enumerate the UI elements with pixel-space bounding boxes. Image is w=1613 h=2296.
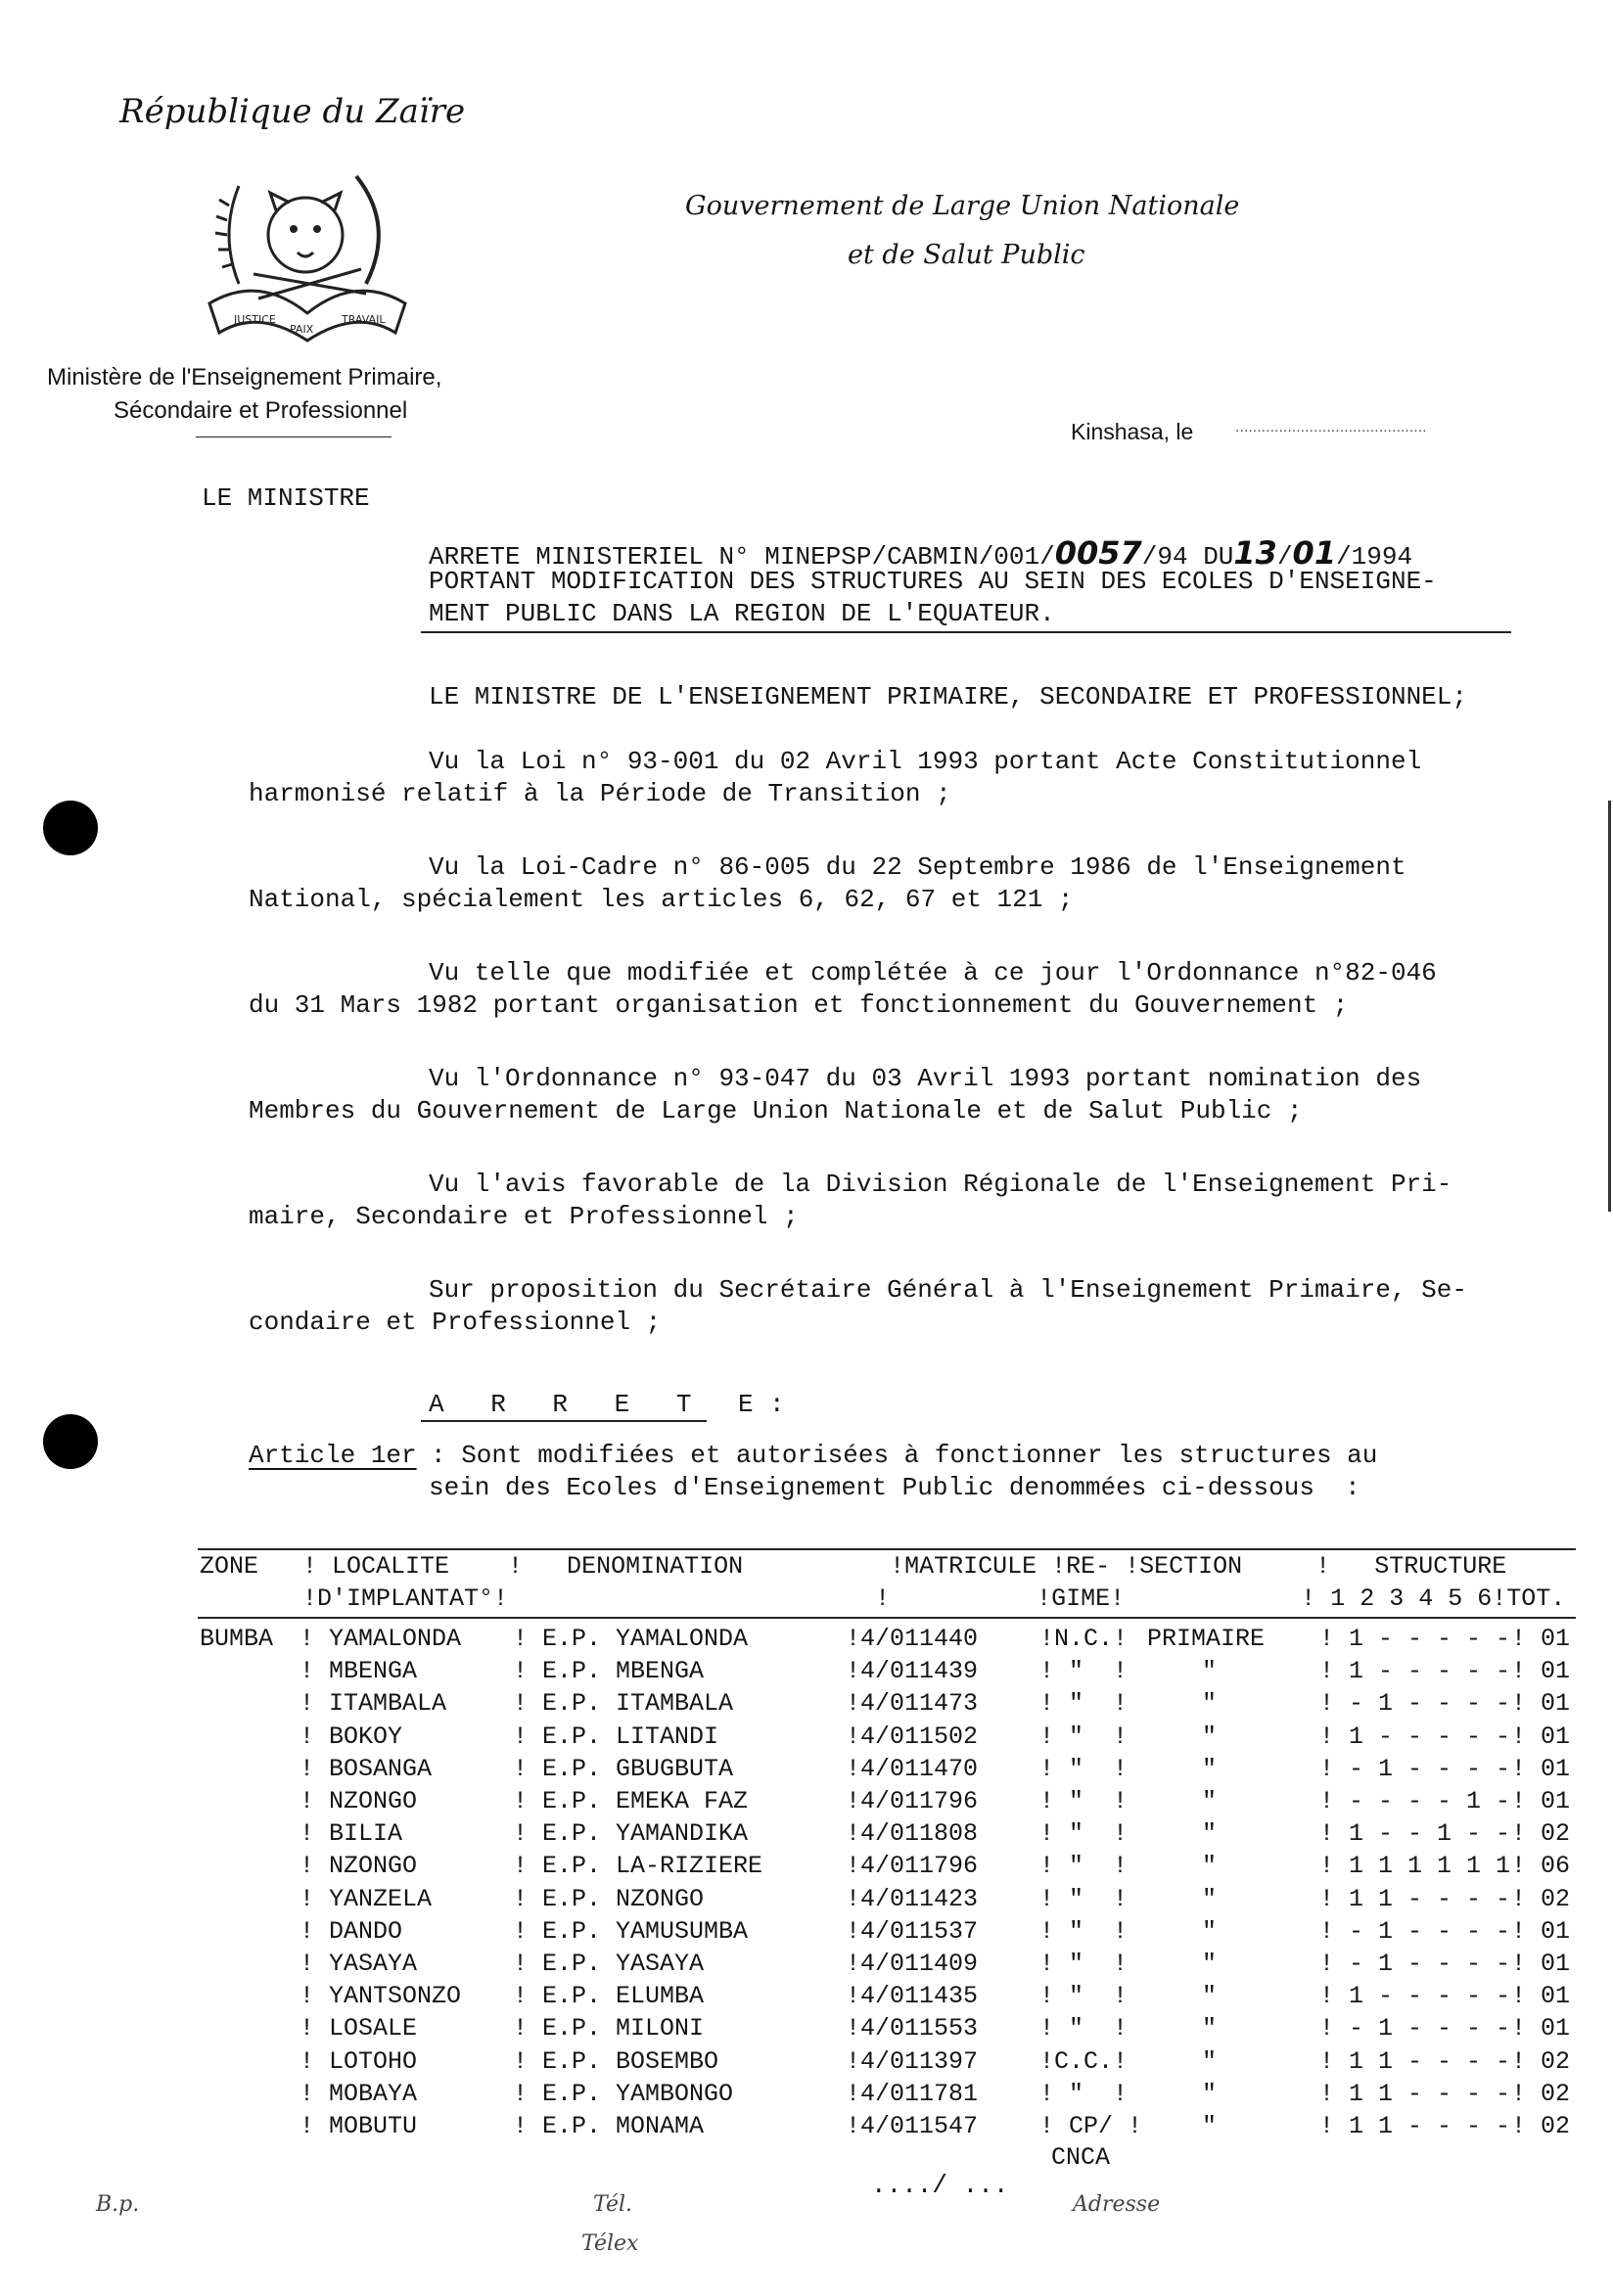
cell-denomination: E.P. YAMBONGO — [542, 2079, 734, 2108]
consideration-3-line-2: du 31 Mars 1982 portant organisation et fonctionnement du Gouvernement ; — [249, 990, 1349, 1020]
cell-localite: BILIA — [329, 1819, 403, 1849]
ministry-line-1: Ministère de l'Enseignement Primaire, — [47, 364, 442, 390]
cell-denomination: E.P. ITAMBALA — [542, 1689, 734, 1719]
cell-denomination: E.P. YAMANDIKA — [542, 1819, 749, 1849]
article-text-line-1: : Sont modifiées et autorisées à fonctionner les structures au — [431, 1441, 1378, 1470]
cell-total: ! 06 — [1511, 1852, 1571, 1881]
ministry-line-2: Sécondaire et Professionnel — [114, 397, 408, 424]
republic-title: République du Zaïre — [119, 92, 466, 131]
column-separator: ! — [300, 1950, 315, 1978]
cell-structure: 1 1 1 1 1 1 — [1349, 1852, 1511, 1881]
column-separator: ! — [513, 1689, 529, 1719]
column-separator: ! — [300, 1657, 315, 1686]
cell-regime: ! " ! — [1039, 1787, 1129, 1815]
column-separator: ! — [1319, 1982, 1335, 2011]
footer-telex: Télex — [581, 2231, 639, 2256]
decree-reference: ARRETE MINISTERIEL N° MINEPSP/CABMIN/001/0057/94 DU13/01/1994 — [429, 534, 1413, 572]
cell-total: ! 01 — [1511, 1722, 1571, 1751]
column-separator: ! — [513, 1787, 529, 1815]
cell-denomination: E.P. YAMALONDA — [542, 1625, 749, 1653]
column-separator: ! — [513, 1950, 529, 1978]
cell-total: ! 01 — [1511, 1950, 1571, 1978]
cell-section: " — [1202, 1982, 1218, 2011]
column-separator: ! — [513, 2046, 529, 2076]
cell-localite: ITAMBALA — [329, 1689, 447, 1719]
cell-localite: MOBAYA — [329, 2079, 418, 2108]
cell-total: ! 01 — [1511, 1657, 1571, 1686]
cell-matricule: !4/011547 — [846, 2112, 979, 2140]
cell-section: " — [1202, 2014, 1218, 2043]
cell-localite: YASAYA — [329, 1950, 418, 1978]
cell-matricule: !4/011470 — [846, 1754, 979, 1783]
cell-regime: ! " ! — [1039, 1689, 1129, 1719]
consideration-1-line-1: Vu la Loi n° 93-001 du 02 Avril 1993 portant Acte Constitutionnel — [429, 747, 1422, 776]
table-top-rule — [198, 1548, 1576, 1550]
cell-localite: MOBUTU — [329, 2112, 418, 2140]
column-separator: ! — [300, 1982, 315, 2011]
cell-total: ! 01 — [1511, 1689, 1571, 1719]
column-separator: ! — [1319, 1787, 1335, 1815]
last-row-regime-extra: CNCA — [1051, 2143, 1111, 2172]
column-separator: ! — [513, 1625, 529, 1653]
cell-section: " — [1202, 1884, 1218, 1913]
cell-denomination: E.P. LA-RIZIERE — [542, 1852, 763, 1881]
cell-structure: 1 - - - - - — [1349, 1722, 1511, 1751]
cell-matricule: !4/011537 — [846, 1916, 979, 1946]
cell-matricule: !4/011409 — [846, 1950, 979, 1978]
cell-localite: YANTSONZO — [329, 1982, 462, 2011]
column-separator: ! — [513, 1982, 529, 2011]
column-separator: ! — [1319, 1625, 1335, 1653]
column-separator: ! — [513, 1657, 529, 1686]
cell-structure: 1 - - - - - — [1349, 1657, 1511, 1686]
column-separator: ! — [513, 1819, 529, 1849]
consideration-2-line-2: National, spécialement les articles 6, 62, 67 et 121 ; — [249, 885, 1074, 914]
cell-structure: 1 - - - - - — [1349, 1982, 1511, 2011]
government-line-1: Gouvernement de Large Union Nationale — [685, 191, 1240, 221]
column-separator: ! — [513, 1754, 529, 1783]
cell-matricule: !4/011553 — [846, 2014, 979, 2043]
consideration-5-line-2: maire, Secondaire et Professionnel ; — [249, 1202, 799, 1231]
punch-hole — [43, 801, 98, 855]
cell-regime: ! CP/ ! — [1039, 2112, 1143, 2140]
table-header-row-1: ZONE ! LOCALITE ! DENOMINATION !MATRICULE !RE- !SECTION ! STRUCTURE — [200, 1552, 1507, 1581]
handwritten-number: 0057 — [1054, 534, 1142, 572]
column-separator: ! — [300, 1754, 315, 1783]
article-text-line-2: sein des Ecoles d'Enseignement Public denommées ci-dessous : — [429, 1473, 1360, 1502]
cell-denomination: E.P. GBUGBUTA — [542, 1754, 734, 1783]
cell-regime: ! " ! — [1039, 2079, 1129, 2108]
cell-matricule: !4/011397 — [846, 2046, 979, 2076]
cell-regime: ! " ! — [1039, 1819, 1129, 1849]
cell-section: " — [1202, 1916, 1218, 1946]
consideration-2-line-1: Vu la Loi-Cadre n° 86-005 du 22 Septembre 1986 de l'Enseignement — [429, 852, 1406, 882]
column-separator: ! — [513, 1916, 529, 1946]
cell-regime: !C.C.! — [1039, 2046, 1129, 2076]
column-separator: ! — [513, 2014, 529, 2043]
handwritten-month: 01 — [1292, 534, 1337, 572]
cell-section: " — [1202, 1689, 1218, 1719]
cell-localite: NZONGO — [329, 1787, 418, 1815]
cell-section: " — [1202, 1657, 1218, 1686]
cell-section: " — [1202, 1819, 1218, 1849]
column-separator: ! — [300, 1625, 315, 1653]
column-separator: ! — [300, 2079, 315, 2108]
cell-matricule: !4/011473 — [846, 1689, 979, 1719]
arrete-colon: : — [769, 1390, 785, 1419]
consideration-5-line-1: Vu l'avis favorable de la Division Régionale de l'Enseignement Pri- — [429, 1170, 1452, 1199]
cell-matricule: !4/011796 — [846, 1787, 979, 1815]
emblem-motto-2: PAIX — [290, 323, 314, 336]
column-separator: ! — [1319, 1689, 1335, 1719]
cell-denomination: E.P. MBENGA — [542, 1657, 705, 1686]
cell-localite: LOTOHO — [329, 2046, 418, 2076]
cell-localite: YAMALONDA — [329, 1625, 462, 1653]
cell-localite: YANZELA — [329, 1884, 433, 1913]
column-separator: ! — [300, 2014, 315, 2043]
cell-regime: ! " ! — [1039, 1950, 1129, 1978]
cell-structure: 1 1 - - - - — [1349, 2112, 1511, 2140]
cell-localite: BOKOY — [329, 1722, 403, 1751]
cell-structure: - 1 - - - - — [1349, 2014, 1511, 2043]
cell-zone: BUMBA — [200, 1625, 274, 1653]
column-separator: ! — [1319, 1852, 1335, 1881]
ministry-underline — [196, 436, 392, 437]
column-separator: ! — [300, 2046, 315, 2076]
cell-regime: ! " ! — [1039, 1916, 1129, 1946]
cell-matricule: !4/011796 — [846, 1852, 979, 1881]
cell-total: ! 02 — [1511, 2112, 1571, 2140]
emblem-motto-1: JUSTICE — [234, 313, 277, 326]
decree-title-line-2: PORTANT MODIFICATION DES STRUCTURES AU SEIN DES ECOLES D'ENSEIGNE- — [429, 567, 1437, 596]
cell-structure: - 1 - - - - — [1349, 1916, 1511, 1946]
cell-denomination: E.P. MONAMA — [542, 2112, 705, 2140]
cell-total: ! 01 — [1511, 1916, 1571, 1946]
column-separator: ! — [300, 1819, 315, 1849]
column-separator: ! — [1319, 2014, 1335, 2043]
article-label: Article 1er — [249, 1441, 417, 1470]
column-separator: ! — [513, 2079, 529, 2108]
cell-section: " — [1202, 2046, 1218, 2076]
cell-matricule: !4/011781 — [846, 2079, 979, 2108]
column-separator: ! — [300, 1722, 315, 1751]
column-separator: ! — [300, 1916, 315, 1946]
cell-regime: ! " ! — [1039, 1657, 1129, 1686]
margin-mark — [1608, 801, 1611, 1212]
cell-matricule: !4/011435 — [846, 1982, 979, 2011]
column-separator: ! — [300, 1689, 315, 1719]
cell-denomination: E.P. BOSEMBO — [542, 2046, 719, 2076]
cell-total: ! 01 — [1511, 1982, 1571, 2011]
cell-structure: 1 1 - - - - — [1349, 2046, 1511, 2076]
cell-denomination: E.P. MILONI — [542, 2014, 705, 2043]
footer-adresse: Adresse — [1073, 2192, 1161, 2217]
column-separator: ! — [1319, 1916, 1335, 1946]
cell-structure: - 1 - - - - — [1349, 1950, 1511, 1978]
column-separator: ! — [300, 2112, 315, 2140]
cell-total: ! 01 — [1511, 1787, 1571, 1815]
cell-localite: MBENGA — [329, 1657, 418, 1686]
cell-structure: 1 - - - - - — [1349, 1625, 1511, 1653]
cell-total: ! 01 — [1511, 1754, 1571, 1783]
cell-localite: DANDO — [329, 1916, 403, 1946]
footer-tel: Tél. — [593, 2192, 633, 2217]
cell-regime: ! " ! — [1039, 1852, 1129, 1881]
cell-section: " — [1202, 1852, 1218, 1881]
consideration-6-line-2: condaire et Professionnel ; — [249, 1308, 662, 1337]
cell-denomination: E.P. EMEKA FAZ — [542, 1787, 749, 1815]
cell-localite: BOSANGA — [329, 1754, 433, 1783]
cell-localite: LOSALE — [329, 2014, 418, 2043]
cell-structure: - 1 - - - - — [1349, 1754, 1511, 1783]
cell-regime: ! " ! — [1039, 2014, 1129, 2043]
column-separator: ! — [1319, 1819, 1335, 1849]
cell-section: " — [1202, 1722, 1218, 1751]
column-separator: ! — [1319, 1950, 1335, 1978]
footer-bp: B.p. — [96, 2192, 140, 2217]
cell-total: ! 02 — [1511, 1819, 1571, 1849]
cell-total: ! 02 — [1511, 2046, 1571, 2076]
table-header-row-2: !D'IMPLANTAT°! ! !GIME! ! 1 2 3 4 5 6!TOT. — [200, 1584, 1566, 1613]
consideration-4-line-2: Membres du Gouvernement de Large Union Nationale et de Salut Public ; — [249, 1096, 1303, 1125]
cell-section: " — [1202, 2079, 1218, 2108]
minister-line: LE MINISTRE DE L'ENSEIGNEMENT PRIMAIRE, SECONDAIRE ET PROFESSIONNEL; — [429, 682, 1467, 712]
cell-matricule: !4/011808 — [846, 1819, 979, 1849]
government-line-2: et de Salut Public — [848, 240, 1085, 270]
cell-section: " — [1202, 1950, 1218, 1978]
cell-regime: ! " ! — [1039, 1754, 1129, 1783]
cell-denomination: E.P. LITANDI — [542, 1722, 719, 1751]
table-header-rule — [198, 1617, 1576, 1619]
cell-matricule: !4/011502 — [846, 1722, 979, 1751]
place-date-label: Kinshasa, le — [1071, 419, 1194, 444]
cell-denomination: E.P. NZONGO — [542, 1884, 705, 1913]
consideration-4-line-1: Vu l'Ordonnance n° 93-047 du 03 Avril 1993 portant nomination des — [429, 1064, 1422, 1093]
cell-denomination: E.P. YASAYA — [542, 1950, 705, 1978]
cell-matricule: !4/011423 — [846, 1884, 979, 1913]
column-separator: ! — [300, 1787, 315, 1815]
column-separator: ! — [300, 1884, 315, 1913]
handwritten-day: 13 — [1233, 534, 1277, 572]
column-separator: ! — [1319, 2046, 1335, 2076]
cell-matricule: !4/011439 — [846, 1657, 979, 1686]
consideration-3-line-1: Vu telle que modifiée et complétée à ce jour l'Ordonnance n°82-046 — [429, 958, 1437, 987]
cell-regime: ! " ! — [1039, 1982, 1129, 2011]
cell-structure: 1 1 - - - - — [1349, 2079, 1511, 2108]
cell-total: ! 01 — [1511, 1625, 1571, 1653]
cell-structure: - - - - 1 - — [1349, 1787, 1511, 1815]
decree-title-underline — [421, 631, 1511, 633]
cell-regime: ! " ! — [1039, 1884, 1129, 1913]
cell-section: " — [1202, 1787, 1218, 1815]
column-separator: ! — [513, 1722, 529, 1751]
column-separator: ! — [1319, 1657, 1335, 1686]
place-date-dots: ............................................ — [1235, 419, 1427, 436]
cell-section: PRIMAIRE — [1147, 1625, 1266, 1653]
column-separator: ! — [513, 2112, 529, 2140]
cell-section: " — [1202, 1754, 1218, 1783]
column-separator: ! — [513, 1884, 529, 1913]
continuation-mark: ..../ ... — [871, 2171, 1009, 2200]
cell-structure: 1 1 - - - - — [1349, 1884, 1511, 1913]
consideration-1-line-2: harmonisé relatif à la Période de Transition ; — [249, 779, 951, 808]
signatory-heading: LE MINISTRE — [202, 483, 370, 513]
column-separator: ! — [1319, 1884, 1335, 1913]
decree-title-line-3: MENT PUBLIC DANS LA REGION DE L'EQUATEUR. — [429, 599, 1055, 628]
cell-regime: !N.C.! — [1039, 1625, 1129, 1653]
cell-localite: NZONGO — [329, 1852, 418, 1881]
consideration-6-line-1: Sur proposition du Secrétaire Général à l'Enseignement Primaire, Se- — [429, 1275, 1467, 1305]
cell-matricule: !4/011440 — [846, 1625, 979, 1653]
column-separator: ! — [1319, 1722, 1335, 1751]
cell-section: " — [1202, 2112, 1218, 2140]
cell-structure: 1 - - 1 - - — [1349, 1819, 1511, 1849]
column-separator: ! — [1319, 2112, 1335, 2140]
cell-total: ! 02 — [1511, 1884, 1571, 1913]
arrete-underline — [421, 1420, 707, 1422]
arrete-heading: A R R E T E — [429, 1390, 769, 1419]
column-separator: ! — [1319, 1754, 1335, 1783]
national-emblem — [181, 149, 396, 336]
column-separator: ! — [513, 1852, 529, 1881]
punch-hole — [43, 1414, 98, 1469]
cell-total: ! 02 — [1511, 2079, 1571, 2108]
emblem-motto-3: TRAVAIL — [342, 313, 386, 326]
cell-denomination: E.P. ELUMBA — [542, 1982, 705, 2011]
column-separator: ! — [300, 1852, 315, 1881]
cell-structure: - 1 - - - - — [1349, 1689, 1511, 1719]
cell-denomination: E.P. YAMUSUMBA — [542, 1916, 749, 1946]
cell-regime: ! " ! — [1039, 1722, 1129, 1751]
column-separator: ! — [1319, 2079, 1335, 2108]
cell-total: ! 01 — [1511, 2014, 1571, 2043]
